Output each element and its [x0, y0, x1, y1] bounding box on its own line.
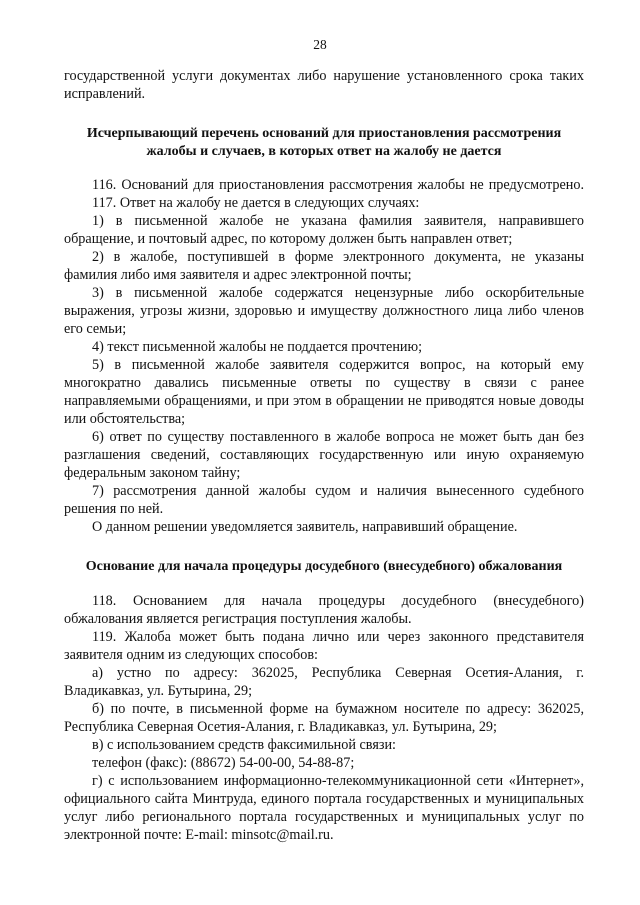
way-item: в) с использованием средств факсимильной связи: — [92, 737, 396, 753]
case-item: 4) текст письменной жалобы не поддается прочтению; — [92, 339, 423, 355]
section-title-appeal: Основание для начала процедуры досудебного (внесудебного) обжалования — [85, 559, 563, 574]
paragraph-116: 116. Оснований для приостановления рассмотрения жалобы не предусмотрено. — [92, 177, 584, 193]
paragraph-119: 119. Жалоба может быть подана лично или через законного представителя заявителя одним из следующих способов: — [64, 629, 584, 663]
document-body — [64, 67, 584, 844]
intro-paragraph: государственной услуги документах либо нарушение установленного срока таких исправлений. — [64, 68, 584, 102]
case-item: 6) ответ по существу поставленного в жалобе вопроса не может быть дан без разглашения сведений, составляющих государственную или иную охраняемую федеральным законом тайну; — [64, 429, 584, 481]
way-item: а) устно по адресу: 362025, Республика Северная Осетия-Алания, г. Владикавказ, ул. Бутырина, 29; — [64, 665, 584, 699]
way-item: г) с использованием информационно-телекоммуникационной сети «Интернет», официального сайта Минтруда, единого портала государственных и муниципальных услуг либо регионального портала государственных и муниципальных услуг по электронной почте: E-mail: minsotc@mail.ru. — [64, 773, 584, 843]
paragraph-117: 117. Ответ на жалобу не дается в следующих случаях: — [92, 195, 420, 211]
case-item: 1) в письменной жалобе не указана фамилия заявителя, направившего обращение, и почтовый адрес, по которому должен быть направлен ответ; — [64, 213, 584, 247]
notice-paragraph: О данном решении уведомляется заявитель, направивший обращение. — [92, 519, 518, 535]
case-item: 5) в письменной жалобе заявителя содержится вопрос, на который ему многократно давались письменные ответы по существу в связи с ранее направляемыми обращениями, и при этом в обращении не приводятся новые доводы или обстоятельства; — [64, 357, 584, 427]
paragraph-118: 118. Основанием для начала процедуры досудебного (внесудебного) обжалования является регистрация поступления жалобы. — [64, 593, 584, 627]
page-number: 28 — [313, 37, 327, 52]
way-item: б) по почте, в письменной форме на бумажном носителе по адресу: 362025, Республика Северная Осетия-Алания, г. Владикавказ, ул. Бутырина, 29; — [64, 701, 584, 735]
case-item: 2) в жалобе, поступившей в форме электронного документа, не указаны фамилия либо имя заявителя и адрес электронной почты; — [64, 249, 584, 283]
way-item: телефон (факс): (88672) 54-00-00, 54-88-87; — [92, 755, 355, 771]
case-item: 3) в письменной жалобе содержатся нецензурные либо оскорбительные выражения, угрозы жизни, здоровью и имуществу должностного лица либо членов его семьи; — [64, 285, 584, 337]
section-title-suspension: Исчерпывающий перечень оснований для приостановления рассмотрения жалобы и случаев, в которых ответ на жалобу не дается — [86, 126, 562, 159]
case-item: 7) рассмотрения данной жалобы судом и наличия вынесенного судебного решения по ней. — [64, 483, 584, 517]
